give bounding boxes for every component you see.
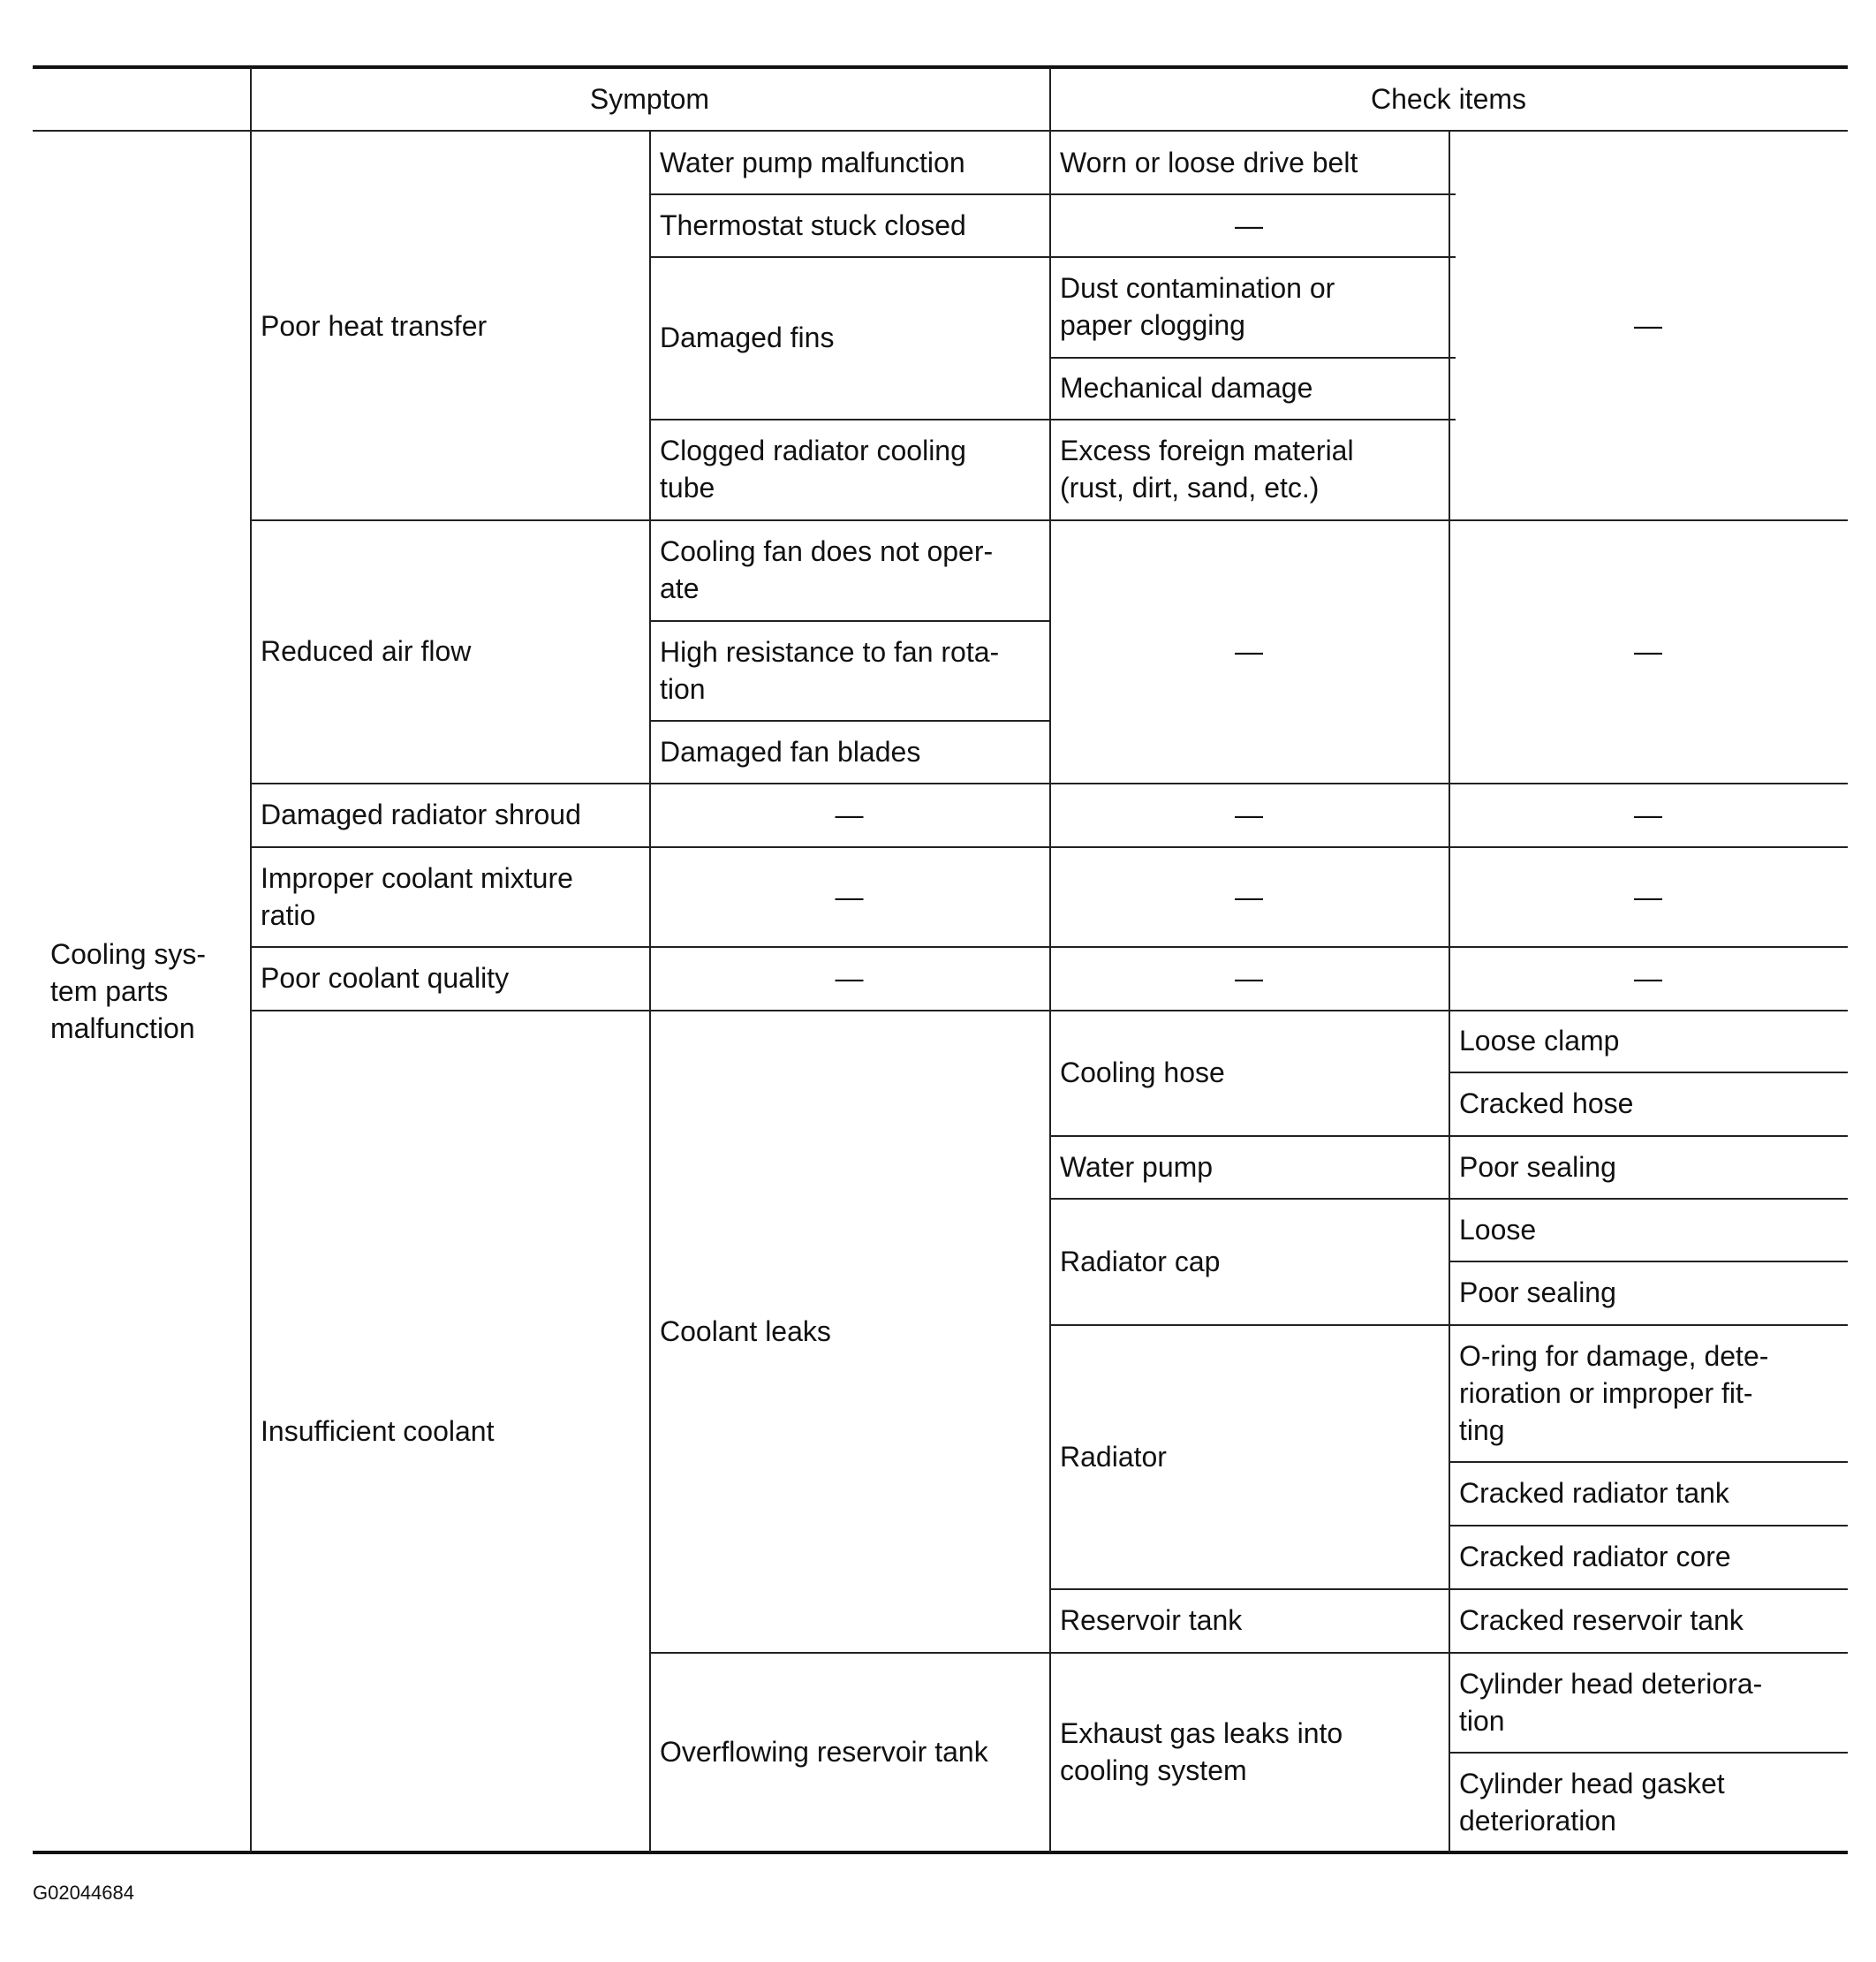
cause-thermostat-stuck-closed: Thermostat stuck closed xyxy=(660,208,966,241)
part-water-pump: Water pump xyxy=(1060,1150,1214,1183)
symptom-poor-heat-transfer: Poor heat transfer xyxy=(261,309,488,342)
dash: — xyxy=(1634,309,1662,341)
dash: — xyxy=(1634,962,1662,994)
dash: — xyxy=(1634,799,1662,830)
cause-water-pump-malfunction: Water pump malfunction xyxy=(660,146,965,178)
detail-cylinder-head-deterioration: Cylinder head deteriora- tion xyxy=(1459,1667,1763,1737)
check-worn-or-loose-drive-belt: Worn or loose drive belt xyxy=(1060,146,1358,178)
header-symptom: Symptom xyxy=(589,83,710,115)
figure-code: G02044684 xyxy=(33,1882,134,1904)
check-mechanical-damage: Mechanical damage xyxy=(1060,372,1313,404)
part-radiator-cap: Radiator cap xyxy=(1060,1245,1221,1277)
detail-cracked-radiator-tank: Cracked radiator tank xyxy=(1459,1477,1729,1509)
check-dust-contamination: Dust contamination or paper clogging xyxy=(1060,272,1335,341)
detail-loose-clamp: Loose clamp xyxy=(1459,1025,1620,1057)
cause-damaged-fan-blades: Damaged fan blades xyxy=(660,735,921,768)
cause-overflowing-reservoir-tank: Overflowing reservoir tank xyxy=(660,1736,988,1768)
cause-damaged-fins: Damaged fins xyxy=(660,322,835,353)
check-excess-foreign-material: Excess foreign material (rust, dirt, sand, etc.) xyxy=(1060,435,1354,504)
detail-cracked-hose: Cracked hose xyxy=(1459,1087,1634,1119)
check-exhaust-gas-leaks: Exhaust gas leaks into cooling system xyxy=(1060,1717,1343,1786)
header-check-items: Check items xyxy=(1370,83,1527,115)
dash: — xyxy=(1235,880,1263,913)
symptom-reduced-air-flow: Reduced air flow xyxy=(261,635,472,667)
cause-high-resistance-to-fan-rotation: High resistance to fan rota- tion xyxy=(660,635,1000,705)
dash: — xyxy=(1235,635,1263,667)
detail-poor-sealing: Poor sealing xyxy=(1459,1150,1616,1183)
dash: — xyxy=(1634,635,1662,667)
detail-o-ring-damage: O-ring for damage, dete- rioration or improper fit- ting xyxy=(1459,1339,1769,1446)
symptom-poor-coolant-quality: Poor coolant quality xyxy=(261,962,510,994)
detail-poor-sealing: Poor sealing xyxy=(1459,1276,1616,1308)
cause-coolant-leaks: Coolant leaks xyxy=(660,1314,831,1347)
dash: — xyxy=(1235,208,1263,241)
part-cooling-hose: Cooling hose xyxy=(1060,1057,1225,1088)
dash: — xyxy=(1235,962,1263,994)
dash: — xyxy=(835,962,864,994)
dash: — xyxy=(835,880,864,913)
symptom-damaged-radiator-shroud: Damaged radiator shroud xyxy=(261,799,581,830)
cause-clogged-radiator-cooling-tube: Clogged radiator cooling tube xyxy=(660,435,966,504)
dash: — xyxy=(835,799,864,830)
dash: — xyxy=(1634,880,1662,913)
detail-cylinder-head-gasket-deterioration: Cylinder head gasket deterioration xyxy=(1459,1767,1725,1837)
part-reservoir-tank: Reservoir tank xyxy=(1060,1604,1243,1636)
symptom-insufficient-coolant: Insufficient coolant xyxy=(261,1414,495,1447)
detail-cracked-reservoir-tank: Cracked reservoir tank xyxy=(1459,1604,1744,1636)
dash: — xyxy=(1235,799,1263,830)
cause-cooling-fan-does-not-operate: Cooling fan does not oper- ate xyxy=(660,535,994,604)
category-cooling-system-parts-malfunction: Cooling sys- tem parts malfunction xyxy=(50,938,207,1044)
detail-cracked-radiator-core: Cracked radiator core xyxy=(1459,1541,1731,1572)
detail-loose: Loose xyxy=(1459,1213,1537,1246)
symptom-improper-coolant-mixture-ratio: Improper coolant mixture ratio xyxy=(261,861,573,931)
part-radiator: Radiator xyxy=(1060,1440,1167,1473)
